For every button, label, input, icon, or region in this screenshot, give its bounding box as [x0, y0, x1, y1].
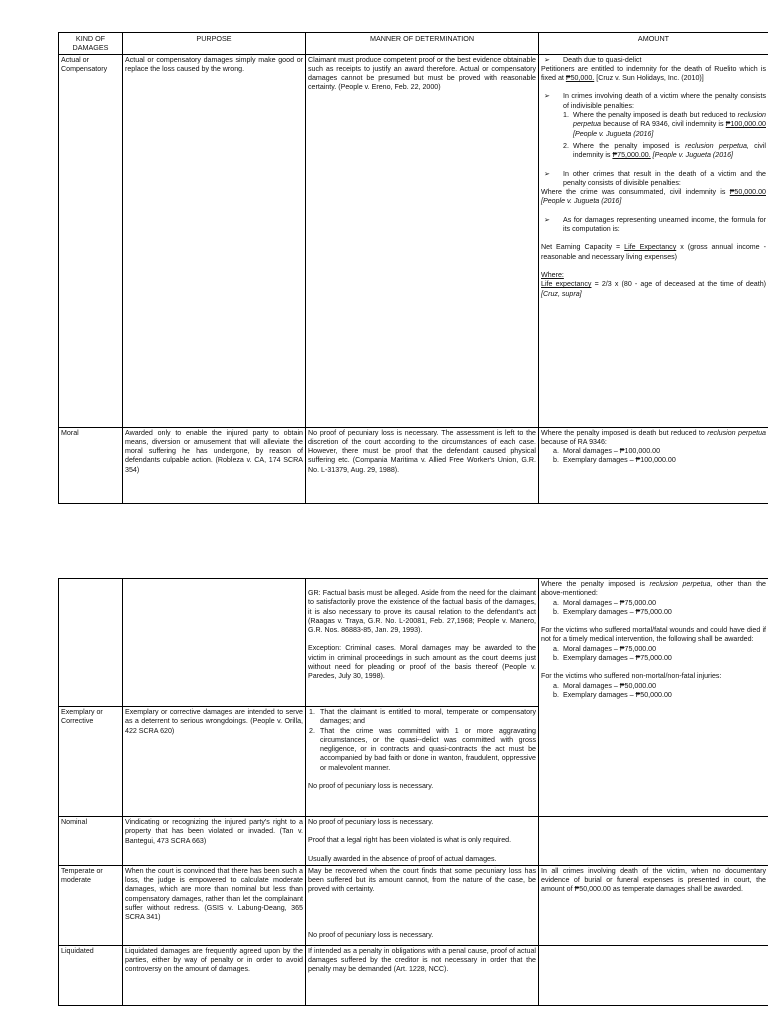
temperate-purpose: When the court is convinced that there has been such a loss, the judge is empowered to calculate moderate damages, which are more than nominal but less than compensatory damages, rather than let the complainant suffer without redress. (GSIS v. Labung-Deang, 365 SCRA 341) — [123, 865, 306, 945]
arrow-bullet-icon: ➢ — [544, 169, 550, 178]
where-label: Where: — [541, 270, 564, 279]
income-heading: ➢ As for damages representing unearned income, the formula for its computation is: — [544, 215, 766, 234]
exemplary-manner: 1. That the claimant is entitled to moral, temperate or compensatory damages; and 2. That the crime was committed with 1 or more aggravating circumstances, or the quasi--delict was committed with gross negligence, or in contracts and quasi-contracts the act must be accompanied by bad faith or done in wanton, fraudulent, oppressive or malevolent manner. No proof of pecuniary loss is necessary. — [306, 707, 539, 817]
exemplary-purpose: Exemplary or corrective damages are intended to serve as a deterrent to serious wrongdoings. (People v. Orilla, 422 SCRA 620) — [123, 707, 306, 817]
liquidated-kind: Liquidated — [59, 945, 123, 1005]
arrow-bullet-icon: ➢ — [544, 92, 550, 101]
moral-amount-continued: Where the penalty imposed is reclusion perpetua, other than the above-mentioned: a. Moral damages – ₱75,000.00 b. Exemplary damages – ₱75,000.00 For the victims who suffered mortal/fatal wounds and could have died if not for a timely medical intervention, the following shall be awarded: a. Moral damages – ₱75,000.00 b. Exemplary damages – ₱75,000.00 For the victims who suffered non-mortal/non-fatal injuries: a. Moral damages – ₱50,000.00 b. Exemplary damages – ₱50,000.00 — [539, 579, 768, 817]
damages-table-page-1 — [58, 32, 768, 504]
actual-manner: Claimant must produce competent proof or the best evidence obtainable such as receipts to justify an award therefore. Actual or compensatory damages cannot be presumed but must be proved with reasonable certainty. (People v. Ereno, Feb. 22, 2000) — [306, 54, 539, 427]
arrow-bullet-icon: ➢ — [544, 215, 550, 224]
exemplary-kind: Exemplary or Corrective — [59, 707, 123, 817]
actual-purpose: Actual or compensatory damages simply make good or replace the loss caused by the wrong. — [123, 54, 306, 427]
life-expectancy-formula: Life expectancy = 2/3 x (80 - age of deceased at the time of death) [Cruz, supra] — [541, 280, 766, 298]
quasi-heading: ➢ Death due to quasi-delict — [544, 55, 642, 64]
liquidated-manner: If intended as a penalty in obligations with a penal cause, proof of actual damages suffered by the creditor is not necessary in order that the penalty may be demanded (Art. 1228, NCC). — [306, 945, 539, 1005]
actual-kind: Actual or Compensatory — [59, 54, 123, 427]
header-row — [59, 33, 768, 55]
header-amount: AMOUNT — [539, 33, 768, 55]
header-purpose: PURPOSE — [123, 33, 306, 55]
header-kind: KIND OF DAMAGES — [59, 33, 123, 55]
arrow-bullet-icon: ➢ — [544, 55, 550, 64]
moral-amount-item-b: b. Exemplary damages – ₱100,000.00 — [553, 456, 676, 465]
row-temperate — [59, 865, 768, 945]
non-mortal-text: For the victims who suffered non-mortal/non-fatal injuries: — [541, 672, 722, 681]
net-earning-formula: Net Earning Capacity = Life Expectancy x (gross annual income - reasonable and necessary living expenses) — [541, 243, 766, 261]
rp-text: Where the penalty imposed is reclusion perpetua, other than the above-mentioned: — [541, 580, 766, 598]
indivisible-heading: ➢ In crimes involving death of a victim where the penalty consists of indivisible penalties: — [544, 92, 766, 110]
row-moral — [59, 427, 768, 503]
damages-table-page-2 — [58, 578, 768, 1006]
quasi-text: Petitioners are entitled to indemnity for the death of Ruelito which is fixed at ₱50,000. [Cruz v. Sun Holidays, Inc. (2010)] — [541, 64, 766, 83]
divisible-heading: ➢ In other crimes that result in the death of a victim and the penalty consists of divisible penalties: — [544, 169, 766, 187]
nominal-purpose: Vindicating or recognizing the injured party's right to a property that has been violated or invaded. (Tan v. Bantegui, 473 SCRA 663) — [123, 817, 306, 866]
temperate-kind: Temperate or moderate — [59, 865, 123, 945]
moral-amount: Where the penalty imposed is death but reduced to reclusion perpetua because of RA 9346: a. Moral damages – ₱100,000.00 b. Exemplary damages – ₱100,000.00 — [539, 427, 768, 503]
nominal-kind: Nominal — [59, 817, 123, 866]
nominal-manner: No proof of pecuniary loss is necessary. Proof that a legal right has been violated is what is only required. Usually awarded in the absence of proof of actual damages. — [306, 817, 539, 866]
moral-exception: Exception: Criminal cases. Moral damages may be awarded to the victim in criminal proceedings in such amount as the court deems just without need for pleading or proof of the basis thereof (People v. Paredes, July 30, 1998). — [308, 644, 536, 681]
moral-manner: No proof of pecuniary loss is necessary. The assessment is left to the discretion of the court according to the circumstances of each case. However, there must be proof that the defendant caused physical suffering etc. (Compania Maritima v. Allied Free Worker's Union, G.R. No. L-31379, Aug. 29, 1988). — [306, 427, 539, 503]
temperate-amount: In all crimes involving death of the victim, when no documentary evidence of burial or funeral expenses is presented in court, the amount of ₱50,000.00 as temperate damages shall be awarded. — [539, 865, 768, 945]
row-liquidated — [59, 945, 768, 1005]
moral-purpose: Awarded only to enable the injured party to obtain means, diversion or amusement that will alleviate the moral suffering he has undergone, by reason of defendants culpable action. (Robleza v. CA, 174 SCRA 354) — [123, 427, 306, 503]
liquidated-purpose: Liquidated damages are frequently agreed upon by the parties, either by way of penalty or in order to avoid controversy on the amount of damages. — [123, 945, 306, 1005]
mortal-wounds-text: For the victims who suffered mortal/fatal wounds and could have died if not for a timely medical intervention, the following shall be awarded: — [541, 626, 766, 644]
indivisible-item-2: 2. Where the penalty imposed is reclusion perpetua, civil indemnity is ₱75,000.00. [People v. Jugueta (2016] — [563, 141, 767, 160]
header-manner: MANNER OF DETERMINATION — [306, 33, 539, 55]
moral-amount-item-a: a. Moral damages – ₱100,000.00 — [553, 447, 661, 456]
moral-gr: GR: Factual basis must be alleged. Aside from the need for the claimant to satisfactorily prove the existence of the factual basis of the damages, it is also necessary to prove its causal relation to the defendant's act (Raagas v. Traya, G.R. No. L-20081, Feb. 27,1968; People v. Manero, G.R. Nos. 86883-85, Jan. 29, 1993). Exception: Criminal cases. Moral damages may be awarded to the victim in criminal proceedings in such amount as the court deems just without need for pleading or proof of the basis thereof (People v. Paredes, July 30, 1998). — [306, 579, 539, 707]
divisible-text: Where the crime was consummated, civil indemnity is ₱50,000.00 [People v. Jugueta (2016] — [541, 188, 766, 206]
actual-amount — [539, 54, 768, 427]
moral-kind: Moral — [59, 427, 123, 503]
indivisible-item-1: 1. Where the penalty imposed is death but reduced to reclusion perpetua because of RA 9346, civil indemnity is ₱100,000.00 [People v. Jugueta (2016] — [563, 111, 766, 138]
row-nominal — [59, 817, 768, 866]
temperate-manner: May be recovered when the court finds that some pecuniary loss has been suffered but its amount cannot, from the nature of the case, be proved with certainty. No proof of pecuniary loss is necessary. — [306, 865, 539, 945]
row-moral-continued — [59, 579, 768, 707]
row-actual — [59, 54, 768, 427]
